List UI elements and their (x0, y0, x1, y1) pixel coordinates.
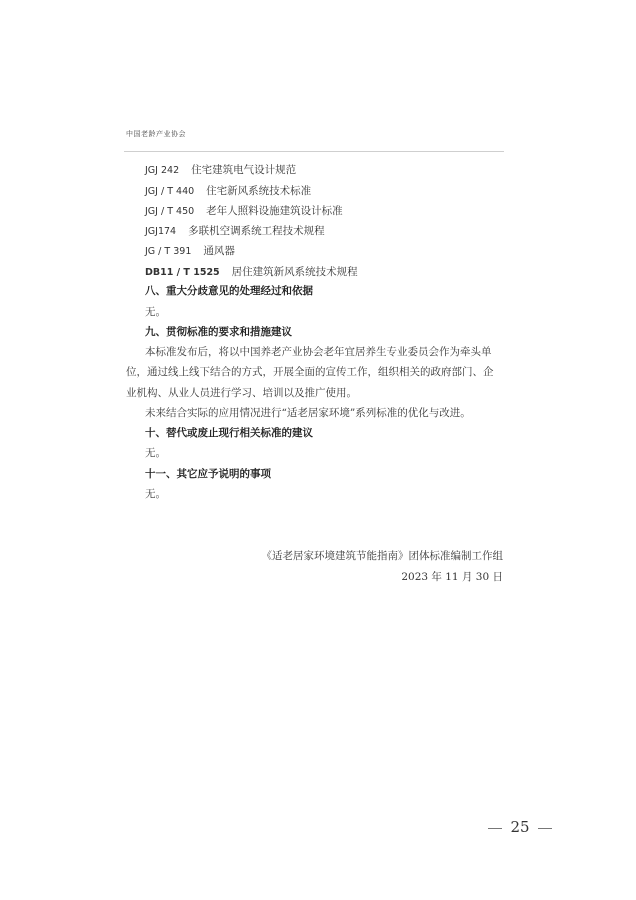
section-heading: 九、贯彻标准的要求和措施建议 (145, 326, 292, 338)
reference-name: 住宅建筑电气设计规范 (191, 164, 297, 176)
reference-code: JGJ 242 (145, 165, 180, 176)
reference-name: 通风器 (203, 245, 235, 257)
paragraph-line: 位，通过线上线下结合的方式，开展全面的宣传工作，组织相关的政府部门、企 (126, 366, 494, 378)
signature-group: 《适老居家环境建筑节能指南》团体标准编制工作组 (261, 550, 503, 562)
reference-item (145, 162, 296, 177)
section-body: 无。 (145, 306, 166, 318)
reference-code: JG / T 391 (145, 246, 192, 257)
signature-date: 2023 年 11 月 30 日 (401, 571, 503, 583)
reference-name: 老年人照料设施建筑设计标准 (206, 205, 343, 217)
reference-code: JGJ / T 440 (145, 186, 195, 197)
section-heading: 十一、其它应予说明的事项 (145, 468, 271, 480)
section-body: 无。 (145, 488, 166, 500)
reference-item (145, 264, 358, 279)
header-organization: 中国老龄产业协会 (126, 130, 186, 138)
reference-name: 住宅新风系统技术标准 (206, 185, 312, 197)
paragraph-line: 业机构、从业人员进行学习、培训以及推广使用。 (126, 387, 357, 399)
reference-code: DB11 / T 1525 (145, 267, 220, 278)
reference-name: 居住建筑新风系统技术规程 (231, 266, 358, 278)
paragraph-line: 本标准发布后，将以中国养老产业协会老年宜居养生专业委员会作为牵头单 (145, 346, 492, 358)
page-number (480, 818, 560, 836)
section-body: 无。 (145, 447, 166, 459)
section-heading: 十、替代或废止现行相关标准的建议 (145, 427, 313, 439)
page-number-value: 25 (510, 818, 530, 836)
section-heading: 八、重大分歧意见的处理经过和依据 (145, 285, 313, 297)
reference-item (145, 183, 311, 198)
reference-item (145, 223, 325, 238)
reference-item (145, 203, 343, 218)
paragraph-line: 未来结合实际的应用情况进行“适老居家环境”系列标准的优化与改进。 (145, 407, 471, 419)
reference-name: 多联机空调系统工程技术规程 (188, 225, 325, 237)
header-divider (124, 151, 504, 152)
reference-code: JGJ / T 450 (145, 206, 195, 217)
reference-item (145, 243, 235, 258)
dash-right (538, 828, 552, 829)
reference-code: JGJ174 (145, 226, 177, 237)
dash-left (488, 828, 502, 829)
